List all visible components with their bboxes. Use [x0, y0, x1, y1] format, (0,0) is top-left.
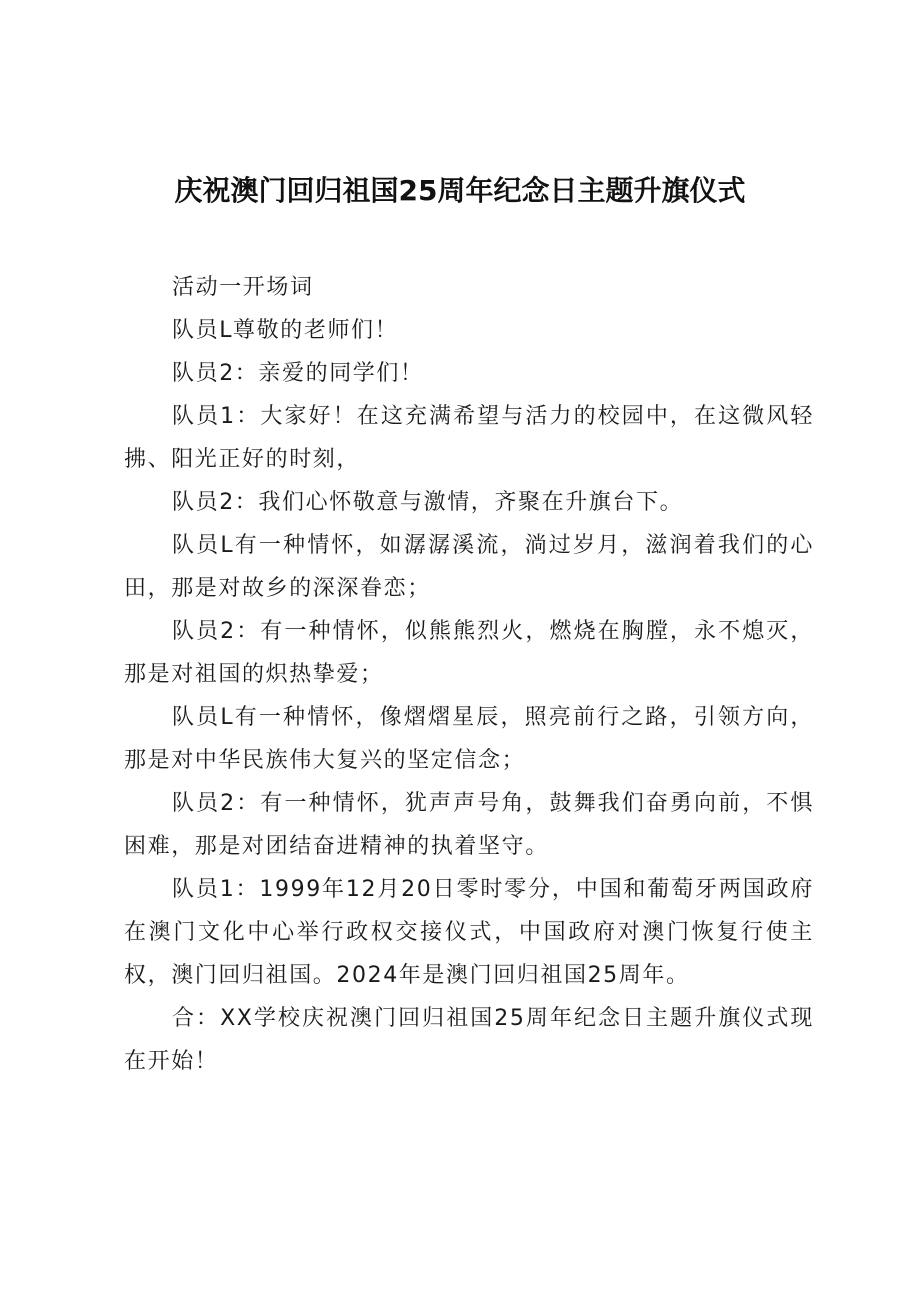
- paragraph-opening-heading: 活动一开场词: [172, 275, 314, 300]
- paragraph-rejuvenation: 队员L有一种情怀，像熠熠星辰，照亮前行之路，引领方向，那是对中华民族伟大复兴的坚定信念；: [124, 705, 814, 773]
- paragraph-motherland: 队员2：有一种情怀，似熊熊烈火，燃烧在胸膛，永不熄灭，那是对祖国的炽热挚爱；: [124, 619, 814, 687]
- paragraph-greeting-students: 队员2：亲爱的同学们！: [172, 361, 424, 386]
- paragraph-hello-everyone: 队员1：大家好！在这充满希望与活力的校园中，在这微风轻拂、阳光正好的时刻，: [124, 404, 814, 472]
- paragraph-hometown: 队员L有一种情怀，如潺潺溪流，淌过岁月，滋润着我们的心田，那是对故乡的深深眷恋；: [124, 533, 814, 601]
- paragraph-gathering: 队员2：我们心怀敬意与激情，齐聚在升旗台下。: [172, 490, 684, 515]
- paragraph-handover-history: 队员1：1999年12月20日零时零分，中国和葡萄牙两国政府在澳门文化中心举行政权交接仪式，中国政府对澳门恢复行使主权，澳门回归祖国。2024年是澳门回归祖国25周年。: [124, 877, 814, 988]
- document-body: [124, 266, 814, 1083]
- paragraph-unity: 队员2：有一种情怀，犹声声号角，鼓舞我们奋勇向前，不惧困难，那是对团结奋进精神的执着坚守。: [124, 791, 814, 859]
- paragraph-greeting-teachers: 队员L尊敬的老师们！: [172, 318, 399, 343]
- document-title: 庆祝澳门回归祖国25周年纪念日主题升旗仪式: [174, 174, 746, 207]
- paragraph-ceremony-start: 合：XX学校庆祝澳门回归祖国25周年纪念日主题升旗仪式现在开始！: [124, 1006, 814, 1074]
